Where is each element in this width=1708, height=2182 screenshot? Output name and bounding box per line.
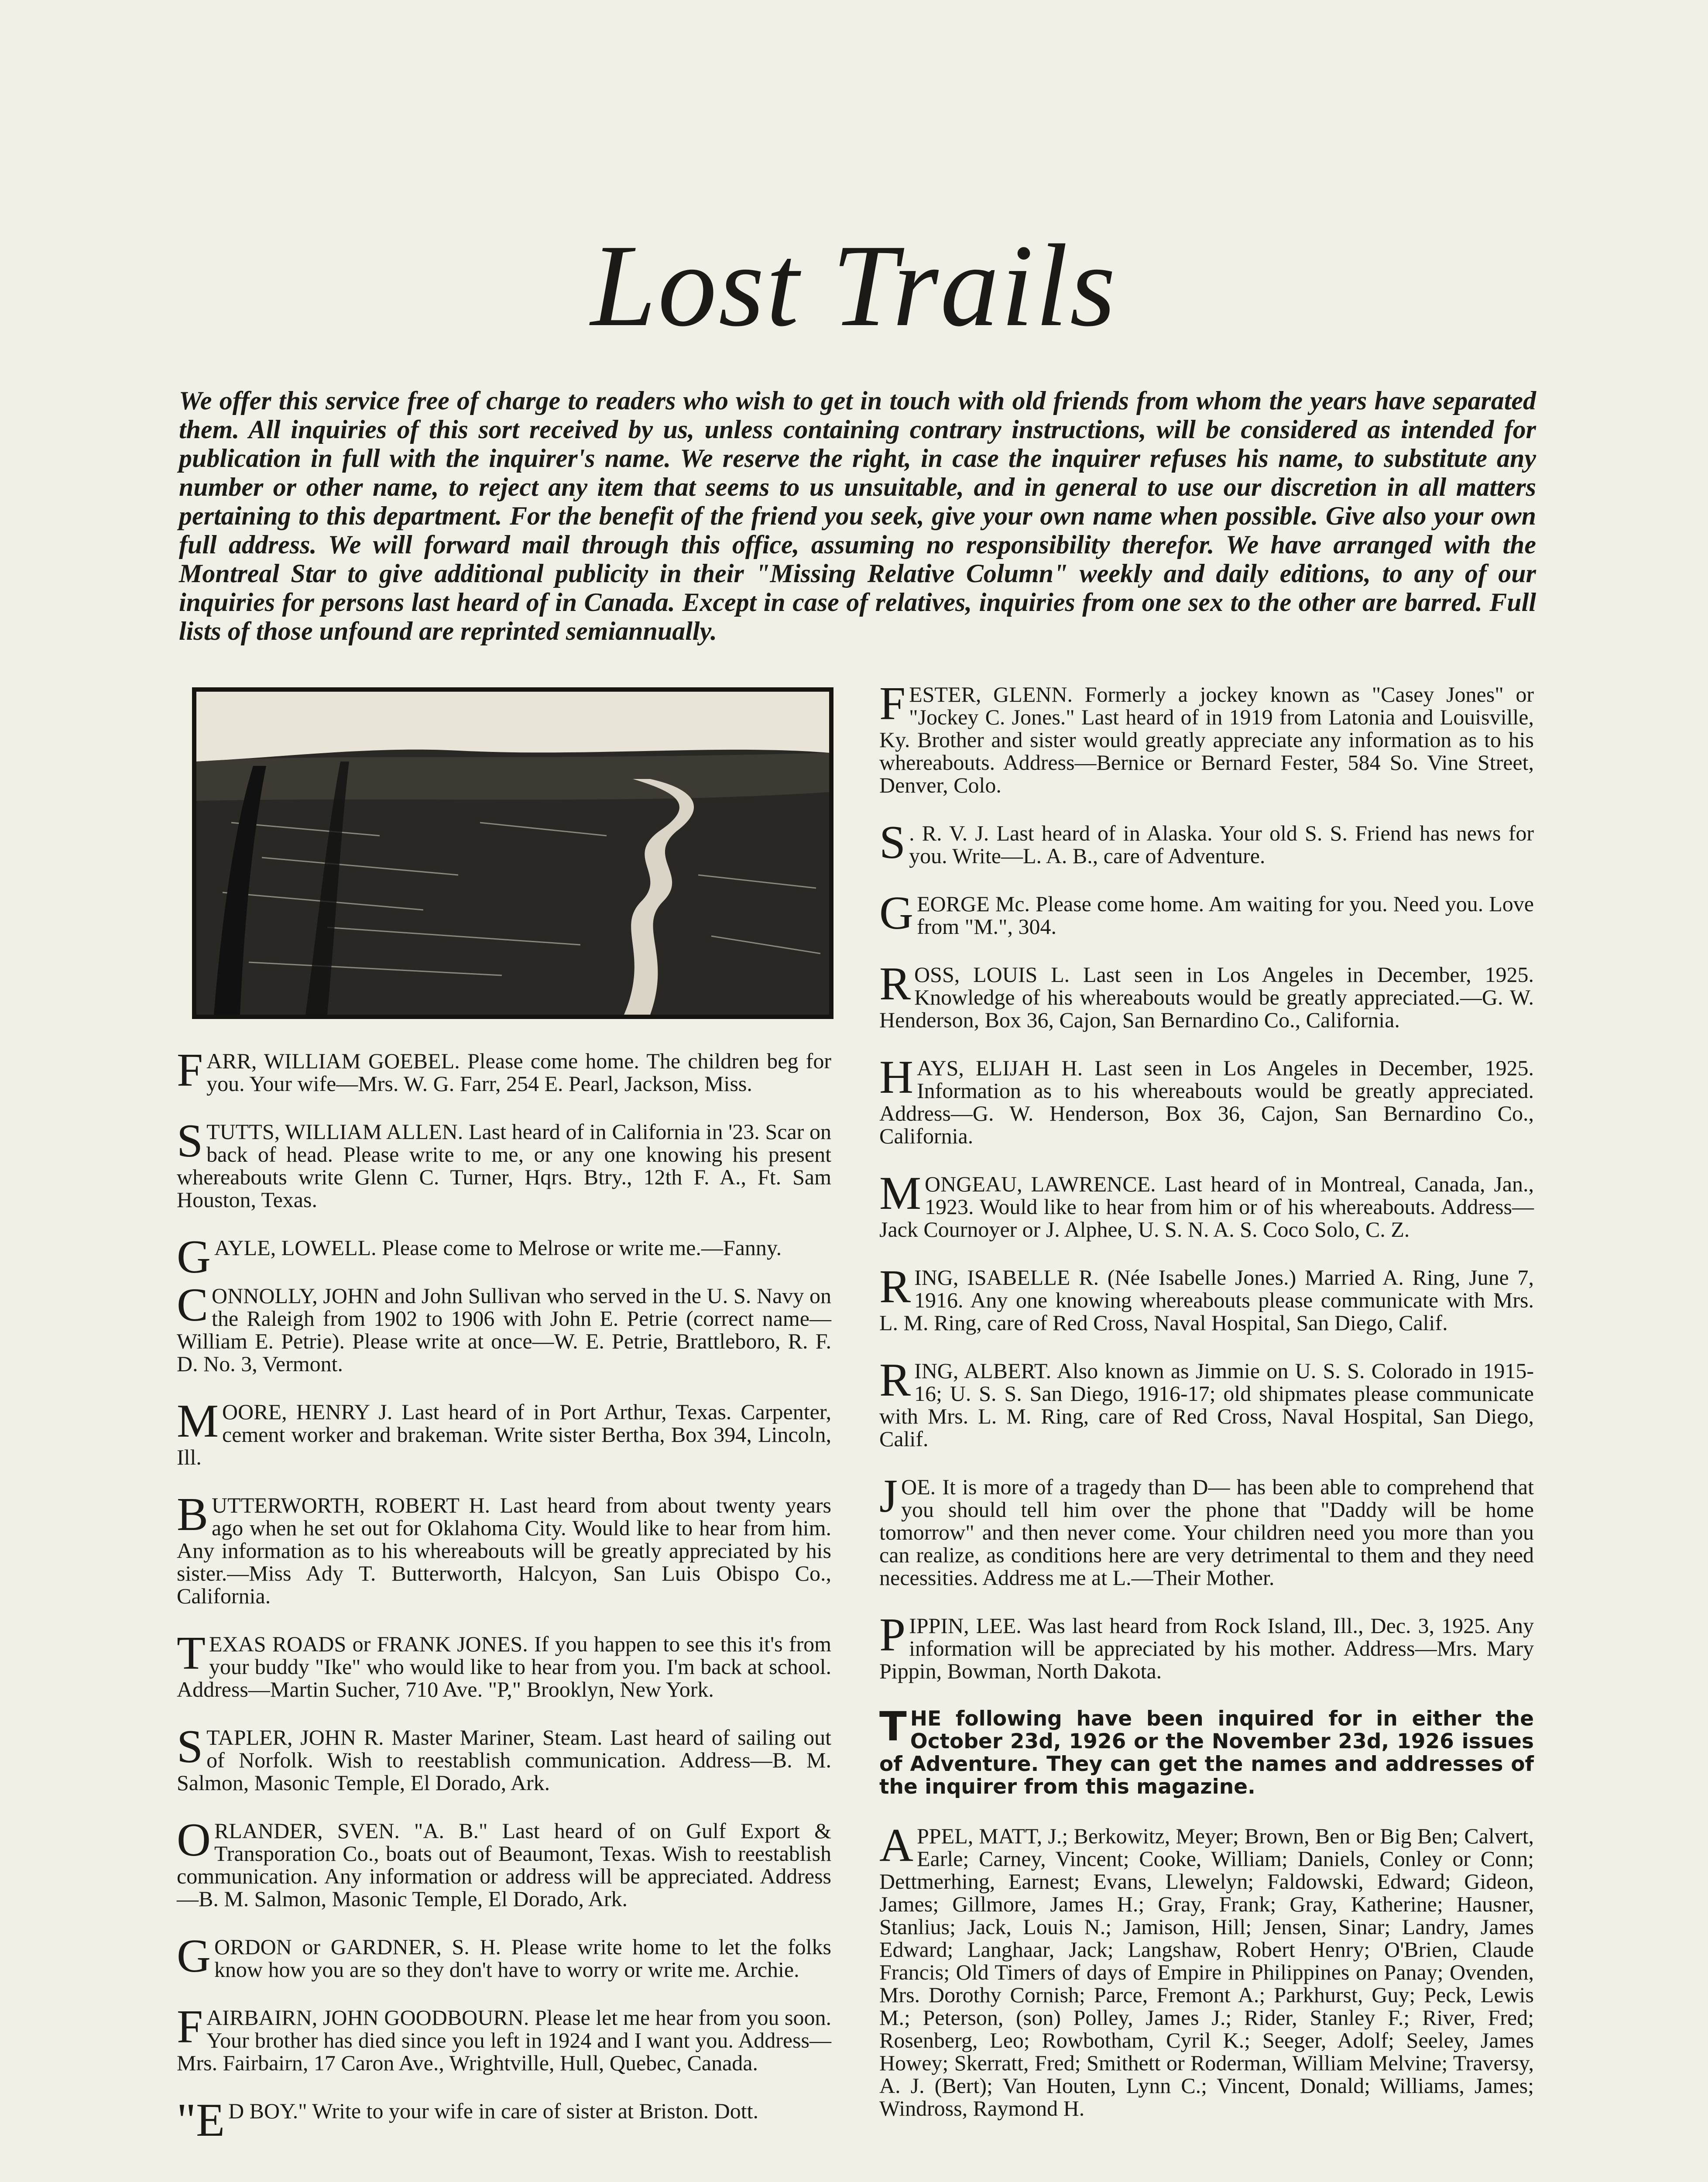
list-item: GAYLE, LOWELL. Please come to Melrose or write me.—Fanny.: [177, 1231, 782, 1283]
list-item: MOORE, HENRY J. Last heard of in Port Arthur, Texas. Carpenter, cement worker and brakeman. Write sister Bertha, Box 394, Lincoln, Ill.: [177, 1395, 831, 1469]
list-item: STAPLER, JOHN R. Master Mariner, Steam. Last heard of sailing out of Norfolk. Wish to reestablish communication. Address—B. M. Salmon, Masonic Temple, El Dorado, Ark.: [177, 1721, 831, 1795]
list-item: BUTTERWORTH, ROBERT H. Last heard from about twenty years ago when he set out for Oklahoma City. Would like to hear from him. Any information as to his whereabouts will be greatly appreciated by his sister.—Miss Ady T. Butterworth, Halcyon, San Luis Obispo Co., California.: [177, 1489, 831, 1608]
list-item: MONGEAU, LAWRENCE. Last heard of in Montreal, Canada, Jan., 1923. Would like to hear from him or of his whereabouts. Address—Jack Cournoyer or J. Alphee, U. S. N. A. S. Coco Solo, C. Z.: [879, 1167, 1534, 1242]
inquiry-notice: THE following have been inquired for in either the October 23d, 1926 or the November 23d, 1926 issues of Adventure. They can get the names and addresses of the inquirer from this magazine.: [879, 1703, 1534, 1799]
list-item: JOE. It is more of a tragedy than D— has been able to comprehend that you should tell him over the phone that "Daddy will be home tomorrow" and then never come. Your children need you more than you can realize, as conditions here are very detrimental to them and they need necessities. Address me at L.—Their Mother.: [879, 1470, 1534, 1590]
list-item: TEXAS ROADS or FRANK JONES. If you happen to see this it's from your buddy "Ike" who would like to hear from you. I'm back at school. Address—Martin Sucher, 710 Ave. "P," Brooklyn, New York.: [177, 1627, 831, 1702]
list-item: GORDON or GARDNER, S. H. Please write home to let the folks know how you are so they don't have to worry or write me. Archie.: [177, 1930, 831, 1982]
list-item: GEORGE Mc. Please come home. Am waiting for you. Need you. Love from "M.", 304.: [879, 887, 1534, 939]
list-item: S . R. V. J. Last heard of in Alaska. Your old S. S. Friend has news for you. Write—L. A. B., care of Adventure.: [879, 817, 1534, 868]
list-item: FAIRBAIRN, JOHN GOODBOURN. Please let me hear from you soon. Your brother has died since you left in 1924 and I want you. Address—Mrs. Fairbairn, 17 Caron Ave., Wrightville, Hull, Quebec, Canada.: [177, 2001, 832, 2075]
list-item: FESTER, GLENN. Formerly a jockey known as "Casey Jones" or "Jockey C. Jones." Last heard of in 1919 from Latonia and Louisville, Ky. Brother and sister would greatly appreciate any information as to his whereabouts. Address—Bernice or Bernard Fester, 584 So. Vine Street, Denver, Colo.: [879, 678, 1534, 797]
list-item: STUTTS, WILLIAM ALLEN. Last heard of in California in '23. Scar on back of head. Please write to me, or any one knowing his present whereabouts write Glenn C. Turner, Hqrs. Btry., 12th F. A., Ft. Sam Houston, Texas.: [177, 1115, 831, 1212]
right-column: [879, 678, 1534, 2145]
list-item: FARR, WILLIAM GOEBEL. Please come home. The children beg for you. Your wife—Mrs. W. G. Farr, 254 E. Pearl, Jackson, Miss.: [177, 1044, 831, 1096]
list-item: PIPPIN, LEE. Was last heard from Rock Island, Ill., Dec. 3, 1925. Any information will be appreciated by his mother. Address—Mrs. Mary Pippin, Bowman, North Dakota.: [879, 1609, 1534, 1683]
list-item: ROSS, LOUIS L. Last seen in Los Angeles in December, 1925. Knowledge of his whereabouts would be greatly appreciated.—G. W. Henderson, Box 36, Cajon, San Bernardino Co., California.: [879, 958, 1534, 1032]
list-item: CONNOLLY, JOHN and John Sullivan who served in the U. S. Navy on the Raleigh from 1902 to 1906 with John E. Petrie (correct name—William E. Petrie). Please write at once—W. E. Petrie, Brattleboro, R. F. D. No. 3, Vermont.: [177, 1279, 831, 1376]
left-column: [177, 683, 831, 2148]
list-item: RING, ALBERT. Also known as Jimmie on U. S. S. Colorado in 1915-16; U. S. S. San Diego, 1916-17; old shipmates please communicate with Mrs. L. M. Ring, care of Red Cross, Naval Hospital, San Diego, Calif.: [879, 1354, 1534, 1451]
list-item: HAYS, ELIJAH H. Last seen in Los Angeles in December, 1925. Information as to his whereabouts would be greatly appreciated. Address—G. W. Henderson, Box 36, Cajon, San Bernardino Co., California.: [879, 1051, 1534, 1148]
list-item: RING, ISABELLE R. (Née Isabelle Jones.) Married A. Ring, June 7, 1916. Any one knowing whereabouts please communicate with Mrs. L. M. Ring, care of Red Cross, Naval Hospital, San Diego, Calif.: [879, 1261, 1534, 1335]
unfound-names-list: APPEL, MATT, J.; Berkowitz, Meyer; Brown, Ben or Big Ben; Calvert, Earle; Carney, Vincent; Cooke, William; Daniels, Conley or Conn; Dettmerhing, Earnest; Evans, Llewelyn; Faldowski, Edward; Gideon, James; Gillmore, James H.; Gray, Frank; Gray, Katherine; Hausner, Stanlius; Jack, Louis N.; Jamison, Hill; Jensen, Sinar; Landry, James Edward; Langhaar, Jack; Langshaw, Robert Henry; O'Brien, Claude Francis; Old Timers of days of Empire in Philippines on Panay; Ovenden, Mrs. Dorothy Cornish; Parce, Fremont A.; Parkhurst, Guy; Peck, Lewis M.; Peterson, (son) Polley, James J.; Rider, Stanley F.; River, Fred; Rosenberg, Leo; Rowbotham, Cyril K.; Seeger, Adolf; Seeley, James Howey; Skerratt, Fred; Smithett or Roderman, William Melvine; Traversy, A. J. (Bert); Van Houten, Lynn C.; Vincent, Donald; Williams, James; Windross, Raymond H.: [879, 1819, 1534, 2120]
right-entry-list: [879, 678, 1534, 1683]
landscape-illustration: [192, 687, 833, 1019]
intro-paragraph: We offer this service free of charge to readers who wish to get in touch with old friends from whom the years have separated them. All inquiries of this sort received by us, unless containing contrary instructions, will be considered as intended for publication in full with the inquirer's name. We reserve the right, in case the inquirer refuses his name, to substitute any number or other name, to reject any item that seems to us unsuitable, and in general to use our discretion in all matters pertaining to this department. For the benefit of the friend you seek, give your own name when possible. Give also your own full address. We will forward mail through this office, assuming no responsibility therefor. We have arranged with the Montreal Star to give additional publicity in their "Missing Relative Column" weekly and daily editions, to any of our inquiries for persons last heard of in Canada. Except in case of relatives, inquiries from one sex to the other are barred. Full lists of those unfound are reprinted semiannually.: [179, 386, 1536, 645]
left-entry-list: [177, 1044, 832, 2146]
list-item: "E D BOY." Write to your wife in care of sister at Briston. Dott.: [177, 2094, 759, 2146]
page-title: Lost Trails: [590, 220, 1118, 351]
list-item: ORLANDER, SVEN. "A. B." Last heard of on Gulf Export & Transporation Co., boats out of Beaumont, Texas. Wish to reestablish communication. Any information or address will be appreciated. Address—B. M. Salmon, Masonic Temple, El Dorado, Ark.: [177, 1814, 831, 1911]
